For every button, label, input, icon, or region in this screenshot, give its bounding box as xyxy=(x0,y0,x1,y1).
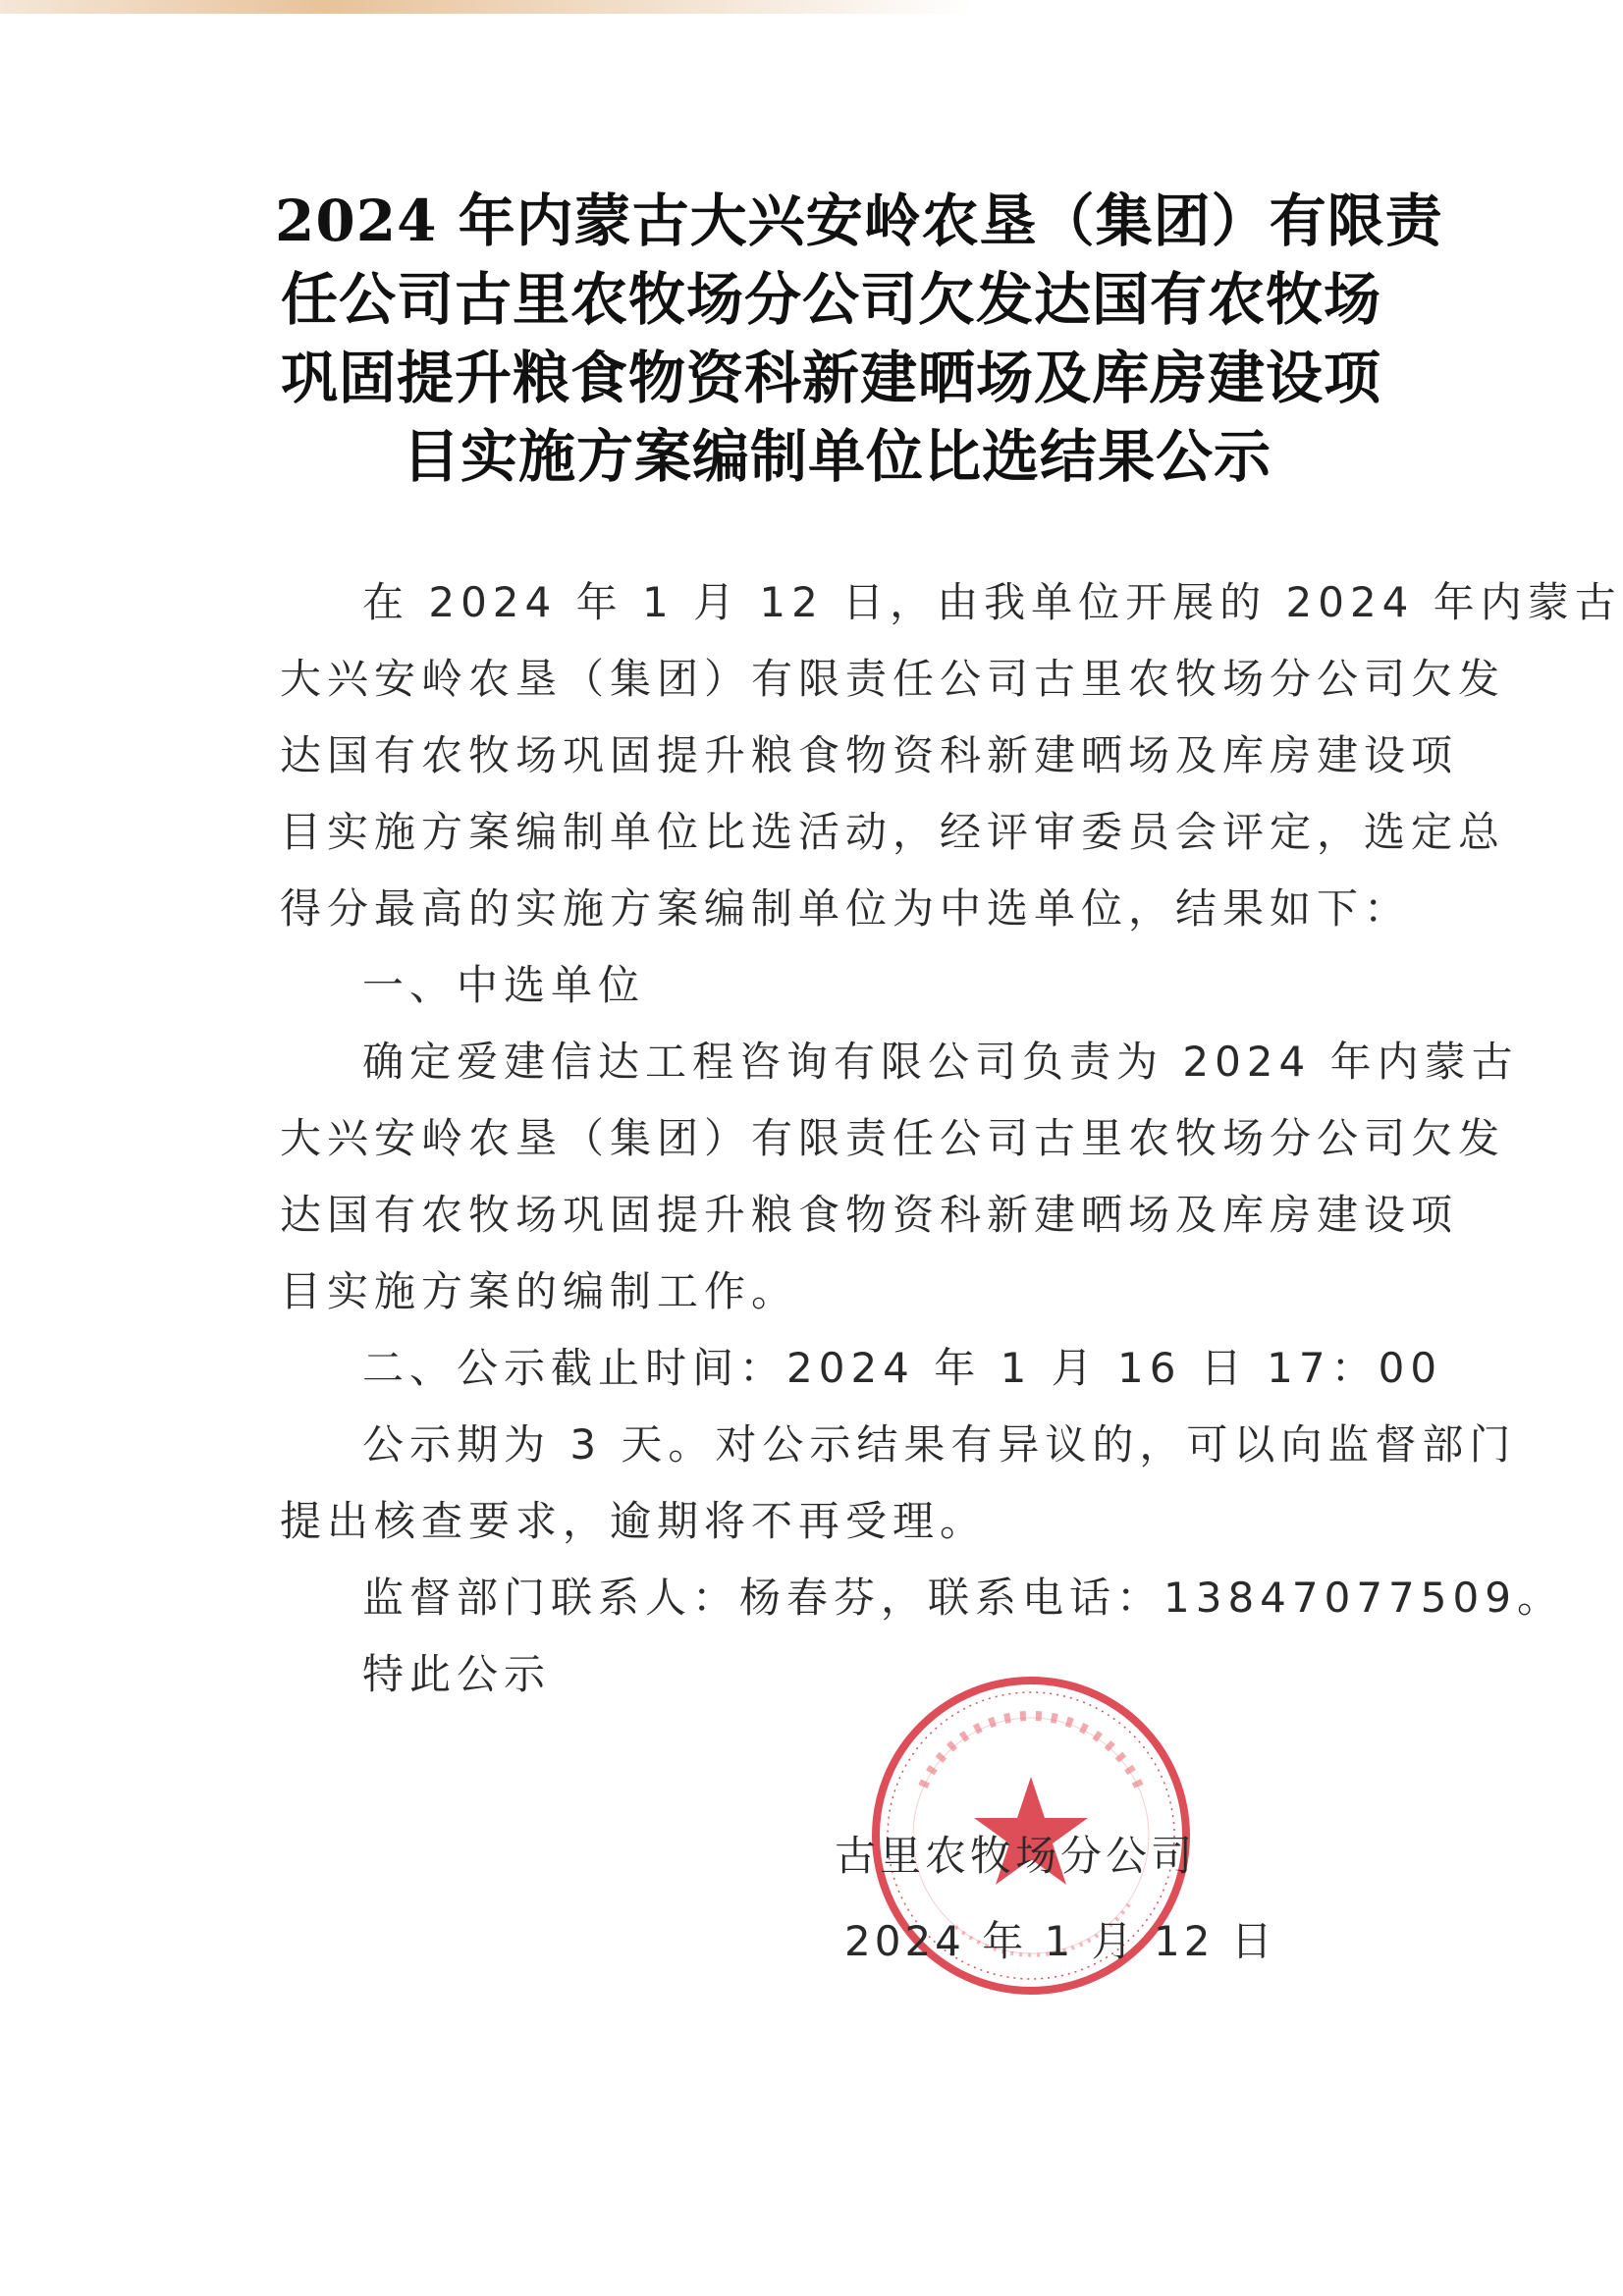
title-line-2: 任公司古里农牧场分公司欠发达国有农牧场 xyxy=(281,266,1382,333)
section-heading-selected-unit: 一、中选单位 xyxy=(362,961,646,1009)
body-paragraph-2-line-3: 达国有农牧场巩固提升粮食物资科新建晒场及库房建设项 xyxy=(280,1191,1459,1239)
title-line-4: 目实施方案编制单位比选结果公示 xyxy=(403,423,1272,490)
top-edge-tint xyxy=(0,0,1623,14)
document-title xyxy=(275,182,1443,496)
section-heading-deadline: 二、公示截止时间：2024 年 1 月 16 日 17：00 xyxy=(362,1344,1443,1392)
title-line-1: 2024 年内蒙古大兴安岭农垦（集团）有限责 xyxy=(275,187,1443,254)
body-paragraph-1-line-5: 得分最高的实施方案编制单位为中选单位，结果如下： xyxy=(280,884,1412,933)
signature-organization: 古里农牧场分公司 xyxy=(835,1832,1197,1880)
body-paragraph-2-line-2: 大兴安岭农垦（集团）有限责任公司古里农牧场分公司欠发 xyxy=(280,1114,1506,1162)
body-paragraph-3-line-2: 提出核查要求，逾期将不再受理。 xyxy=(280,1497,988,1545)
body-paragraph-2-line-1: 确定爱建信达工程咨询有限公司负责为 2024 年内蒙古 xyxy=(362,1038,1519,1086)
closing-line: 特此公示 xyxy=(362,1650,552,1698)
document-body xyxy=(280,564,1622,1713)
signature-date: 2024 年 1 月 12 日 xyxy=(844,1917,1276,1965)
body-paragraph-1-line-1: 在 2024 年 1 月 12 日，由我单位开展的 2024 年内蒙古 xyxy=(362,578,1622,626)
body-paragraph-3-line-1: 公示期为 3 天。对公示结果有异议的，可以向监督部门 xyxy=(362,1420,1517,1468)
body-paragraph-1-line-2: 大兴安岭农垦（集团）有限责任公司古里农牧场分公司欠发 xyxy=(280,655,1506,703)
body-paragraph-2-line-4: 目实施方案的编制工作。 xyxy=(280,1267,799,1315)
title-line-3: 巩固提升粮食物资科新建晒场及库房建设项 xyxy=(281,345,1382,411)
body-paragraph-1-line-4: 目实施方案编制单位比选活动，经评审委员会评定，选定总 xyxy=(280,808,1506,856)
body-paragraph-1-line-3: 达国有农牧场巩固提升粮食物资科新建晒场及库房建设项 xyxy=(280,731,1459,779)
contact-line: 监督部门联系人：杨春芬，联系电话：13847077509。 xyxy=(362,1574,1564,1622)
